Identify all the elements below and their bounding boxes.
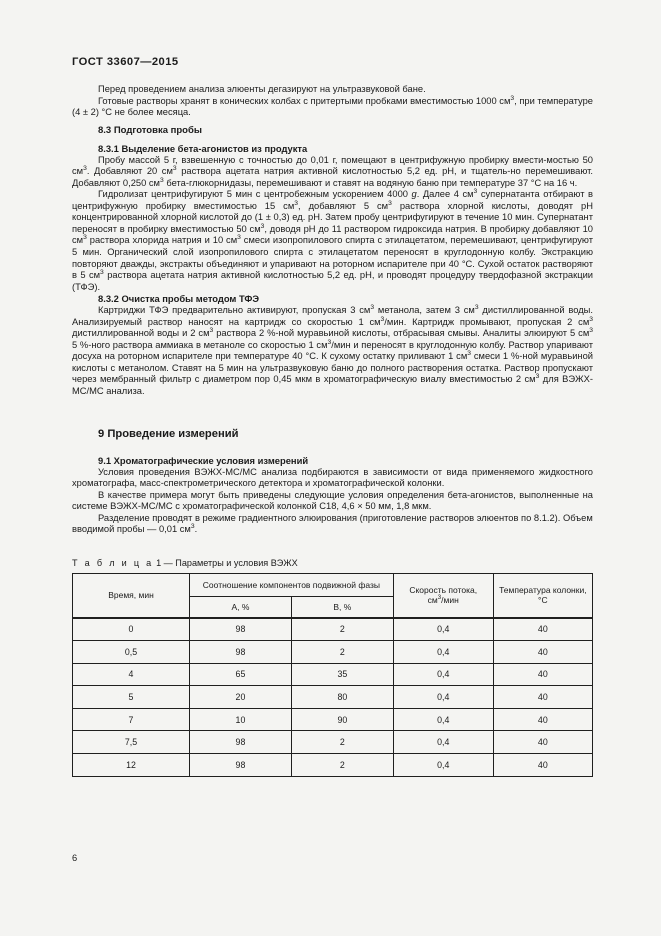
cell-a: 98 xyxy=(190,753,292,776)
cell-flow: 0,4 xyxy=(393,686,493,709)
spacer xyxy=(72,441,593,455)
cell-time: 0 xyxy=(73,618,190,641)
cell-b: 35 xyxy=(291,663,393,686)
superscript-cubic: 3 xyxy=(327,338,332,346)
table-row xyxy=(73,753,593,776)
p831b-text-2: . Далее 4 см xyxy=(416,189,474,200)
p831b-text-1: Гидролизат центрифугируют 5 мин с центробежным ускорением 4000 xyxy=(98,189,412,200)
heading-8-3-2: 8.3.2 Очистка пробы методом ТФЭ xyxy=(98,293,260,305)
table-header-column-temperature-line1: Температура колонки, xyxy=(499,584,587,595)
paragraph-9-1-b: В качестве примера могут быть приведены следующие условия определения бета-агонистов, выполненные на системе ВЭЖХ-МС/МС с хроматографической колонкой C18, 4,6 × 50 мм, 1,8 мкм. xyxy=(72,489,593,512)
superscript-cubic: 3 xyxy=(589,315,593,323)
superscript-cubic: 3 xyxy=(237,234,241,242)
paragraph-storage xyxy=(72,96,593,119)
table-row xyxy=(73,731,593,754)
cell-flow: 0,4 xyxy=(393,640,493,663)
cell-temp: 40 xyxy=(493,618,592,641)
cell-flow: 0,4 xyxy=(393,663,493,686)
document-body xyxy=(72,84,593,777)
hplc-parameters-table xyxy=(72,573,593,777)
table-header-flow-rate-unit: см xyxy=(427,595,438,606)
paragraph-8-3-1-b xyxy=(72,189,593,293)
p832-text-8: /мин и переносят в круглодонную колбу. Раствор упаривают досуха на роторном испарителе при температуре 40 °C. К сухому остатку приливают 1 см xyxy=(72,339,593,362)
cell-b: 2 xyxy=(291,753,393,776)
cell-temp: 40 xyxy=(493,686,592,709)
p832-text-5: дистиллированной воды и 2 см xyxy=(72,328,210,339)
cell-b: 90 xyxy=(291,708,393,731)
cell-a: 98 xyxy=(190,618,292,641)
cell-temp: 40 xyxy=(493,640,592,663)
superscript-cubic: 3 xyxy=(380,315,385,323)
table-row xyxy=(73,640,593,663)
cell-b: 80 xyxy=(291,686,393,709)
p831b-text-5: раствора хлорной кислоты, доводят рН концентрированной хлорной кислотой до (1 ± 0,3) ед. рН. Затем пробу центрифугируют в течение 10 мин. Супернатант переносят в пробирку вместимостью 50 см xyxy=(72,200,593,234)
superscript-cubic: 3 xyxy=(388,199,392,207)
superscript-cubic: 3 xyxy=(589,327,593,335)
table-header-b-percent: B, % xyxy=(291,596,393,618)
table-row xyxy=(73,708,593,731)
superscript-cubic: 3 xyxy=(159,176,164,184)
cell-temp: 40 xyxy=(493,731,592,754)
superscript-cubic: 3 xyxy=(370,304,375,312)
table-header-flow-rate-unit-suffix: /мин xyxy=(441,595,459,606)
table-caption-label: Т а б л и ц а xyxy=(72,557,154,568)
table-body xyxy=(73,618,593,776)
superscript-cubic: 3 xyxy=(260,222,265,230)
table-header-flow-rate-line1: Скорость потока, xyxy=(409,584,478,595)
p831b-text-6: , доводя рН до 11 раствором гидроксида натрия. В пробирку добавляют 10 см xyxy=(72,223,593,246)
p832-text-6: раствора 2 %-ной муравьиной кислоты, отбрасывая смывы. Аналиты элюируют 5 см xyxy=(213,328,590,339)
heading-8-3-1: 8.3.1 Выделение бета-агонистов из продукта xyxy=(98,142,308,154)
superscript-cubic: 3 xyxy=(510,94,515,102)
superscript-cubic: 3 xyxy=(83,234,87,242)
p832-text-3: дистиллированной воды. Анализируемый раствор наносят на картридж со скоростью 1 см xyxy=(72,305,593,327)
cell-a: 65 xyxy=(190,663,292,686)
spacer xyxy=(72,398,593,428)
p832-text-1: Картриджи ТФЭ предварительно активируют, пропуская 3 см xyxy=(98,305,371,316)
p832-text-10: для ВЭЖХ-МС/МС анализа. xyxy=(72,374,593,397)
table-header-row-top xyxy=(73,573,593,596)
p831a-text-3: раствора ацетата натрия активной кислотностью 5,2 ед. рН, и тщатель-но перемешивают. Добавляют 0,250 см xyxy=(72,166,593,188)
cell-b: 2 xyxy=(291,618,393,641)
cell-a: 10 xyxy=(190,708,292,731)
heading-9-1: 9.1 Хроматографические условия измерений xyxy=(98,454,309,466)
superscript-cubic: 3 xyxy=(172,165,177,173)
table-row xyxy=(73,686,593,709)
heading-8-3: 8.3 Подготовка пробы xyxy=(98,124,202,136)
p831a-text-2: . Добавляют 20 см xyxy=(86,166,173,177)
paragraph-degassing-text: Перед проведением анализа элюенты дегазируют на ультразвуковой бане. xyxy=(98,84,426,94)
table-row xyxy=(73,663,593,686)
p91c-text-1: Разделение проводят в режиме градиентного элюирования (приготовление растворов элюентов по 8.1.2). Объем вводимой пробы — 0,01 см xyxy=(72,512,593,535)
cell-temp: 40 xyxy=(493,708,592,731)
table-header-column-temperature xyxy=(493,573,592,618)
running-head: ГОСТ 33607—2015 xyxy=(72,56,179,68)
cell-time: 0,5 xyxy=(73,640,190,663)
cell-b: 2 xyxy=(291,731,393,754)
table-header-column-temperature-unit: °С xyxy=(538,595,548,606)
p831b-text-3: супернатанта отбирают в центрифужную пробирку вместимостью 15 см xyxy=(72,189,594,211)
superscript-cubic: 3 xyxy=(190,523,195,531)
paragraph-storage-text-1: Готовые растворы хранят в конических колбах с притертыми пробками вместимостью 1000 см xyxy=(98,95,511,106)
p832-text-7: 5 %-ного раствора аммиака в метаноле со скоростью 1 см xyxy=(72,339,328,350)
paragraph-9-1-a: Условия проведения ВЭЖХ-МС/МС анализа подбираются в зависимости от вида применяемого жидкостного хроматографа, масс-спектрометрического детектора и хроматографической колонки. xyxy=(72,466,593,489)
p832-text-4: /мин. Картридж промывают, пропуская 2 см xyxy=(384,316,590,327)
superscript-cubic: 3 xyxy=(83,165,87,173)
cell-b: 2 xyxy=(291,640,393,663)
cell-time: 7 xyxy=(73,708,190,731)
cell-time: 5 xyxy=(73,686,190,709)
page-number: 6 xyxy=(72,853,78,863)
cell-flow: 0,4 xyxy=(393,618,493,641)
paragraph-8-3-2 xyxy=(72,305,593,397)
cell-a: 98 xyxy=(190,731,292,754)
superscript-cubic: 3 xyxy=(100,269,104,276)
p831b-text-4: , добавляют 5 см xyxy=(298,200,389,211)
paragraph-degassing xyxy=(72,84,593,96)
table-caption-title: Параметры и условия ВЭЖХ xyxy=(175,557,298,568)
p831a-text-4: бета-глюкорнидазы, перемешивают и ставят на водяную баню при температуре 37 °C на 16 ч. xyxy=(163,177,578,188)
paragraph-storage-text-2: , при температуре (4 ± 2) °C не более месяца. xyxy=(72,95,593,118)
cell-flow: 0,4 xyxy=(393,731,493,754)
table-caption xyxy=(72,558,593,568)
spacer xyxy=(72,536,593,558)
paragraph-9-1-c xyxy=(72,513,593,536)
superscript-cubic: 3 xyxy=(467,350,472,358)
p832-text-2: метанола, затем 3 см xyxy=(374,305,475,316)
heading-section-9: 9 Проведение измерений xyxy=(98,427,239,440)
italic-g-symbol: g xyxy=(411,189,417,200)
superscript-cubic: 3 xyxy=(473,188,478,196)
table-row xyxy=(73,618,593,641)
p831b-text-7: раствора хлорида натрия и 10 см xyxy=(86,235,238,246)
p832-text-9: смеси 1 %-ной муравьиной кислоты с метанолом. Ставят на 5 мин на ультразвуковую баню до полного растворения остатка. Раствор пропускают через мембранный фильтр с диаметром пор 0,45 мкм в хроматографическую виалу вместимостью 2 см xyxy=(72,351,593,385)
cell-flow: 0,4 xyxy=(393,708,493,731)
table-header-a-percent: A, % xyxy=(190,596,292,618)
table-caption-number: 1 xyxy=(156,557,162,568)
p831a-text-1: Пробу массой 5 г, взвешенную с точностью до 0,01 г, помещают в центрифужную пробирку вмести-мостью 50 см xyxy=(72,154,593,177)
superscript-cubic: 3 xyxy=(209,327,214,335)
paragraph-8-3-1-a xyxy=(72,155,593,190)
cell-time: 7,5 xyxy=(73,731,190,754)
superscript-cubic: 3 xyxy=(437,594,442,602)
cell-time: 12 xyxy=(73,753,190,776)
cell-a: 20 xyxy=(190,686,292,709)
p831b-text-9: раствора ацетата натрия активной кислотностью 5,2 ед. рН, и проводят процедуру твердофазной экстракции (ТФЭ). xyxy=(72,270,594,292)
table-header-flow-rate xyxy=(393,573,493,618)
cell-temp: 40 xyxy=(493,753,592,776)
p91c-text-2: . xyxy=(194,524,198,535)
cell-time: 4 xyxy=(73,663,190,686)
table-header-mobile-phase: Соотношение компонентов подвижной фазы xyxy=(190,573,394,596)
cell-temp: 40 xyxy=(493,663,592,686)
superscript-cubic: 3 xyxy=(294,199,299,207)
superscript-cubic: 3 xyxy=(535,373,540,381)
table-header-time: Время, мин xyxy=(73,573,190,618)
table-head xyxy=(73,573,593,618)
cell-a: 98 xyxy=(190,640,292,663)
table-caption-dash: — xyxy=(163,557,173,568)
cell-flow: 0,4 xyxy=(393,753,493,776)
p831b-text-8: смеси изопропилового спирта с этилацетатом, перемешивают, центрифугируют 5 мин. Органический слой изопропилового спирта с этилацетатом переносят в круглодонную колбу. Экстракцию повторяют дважды, экстракты объединяют и упаривают на роторном испарителе при 40 °C. Сухой остаток растворяют в 5 см xyxy=(72,235,594,281)
superscript-cubic: 3 xyxy=(474,304,479,312)
